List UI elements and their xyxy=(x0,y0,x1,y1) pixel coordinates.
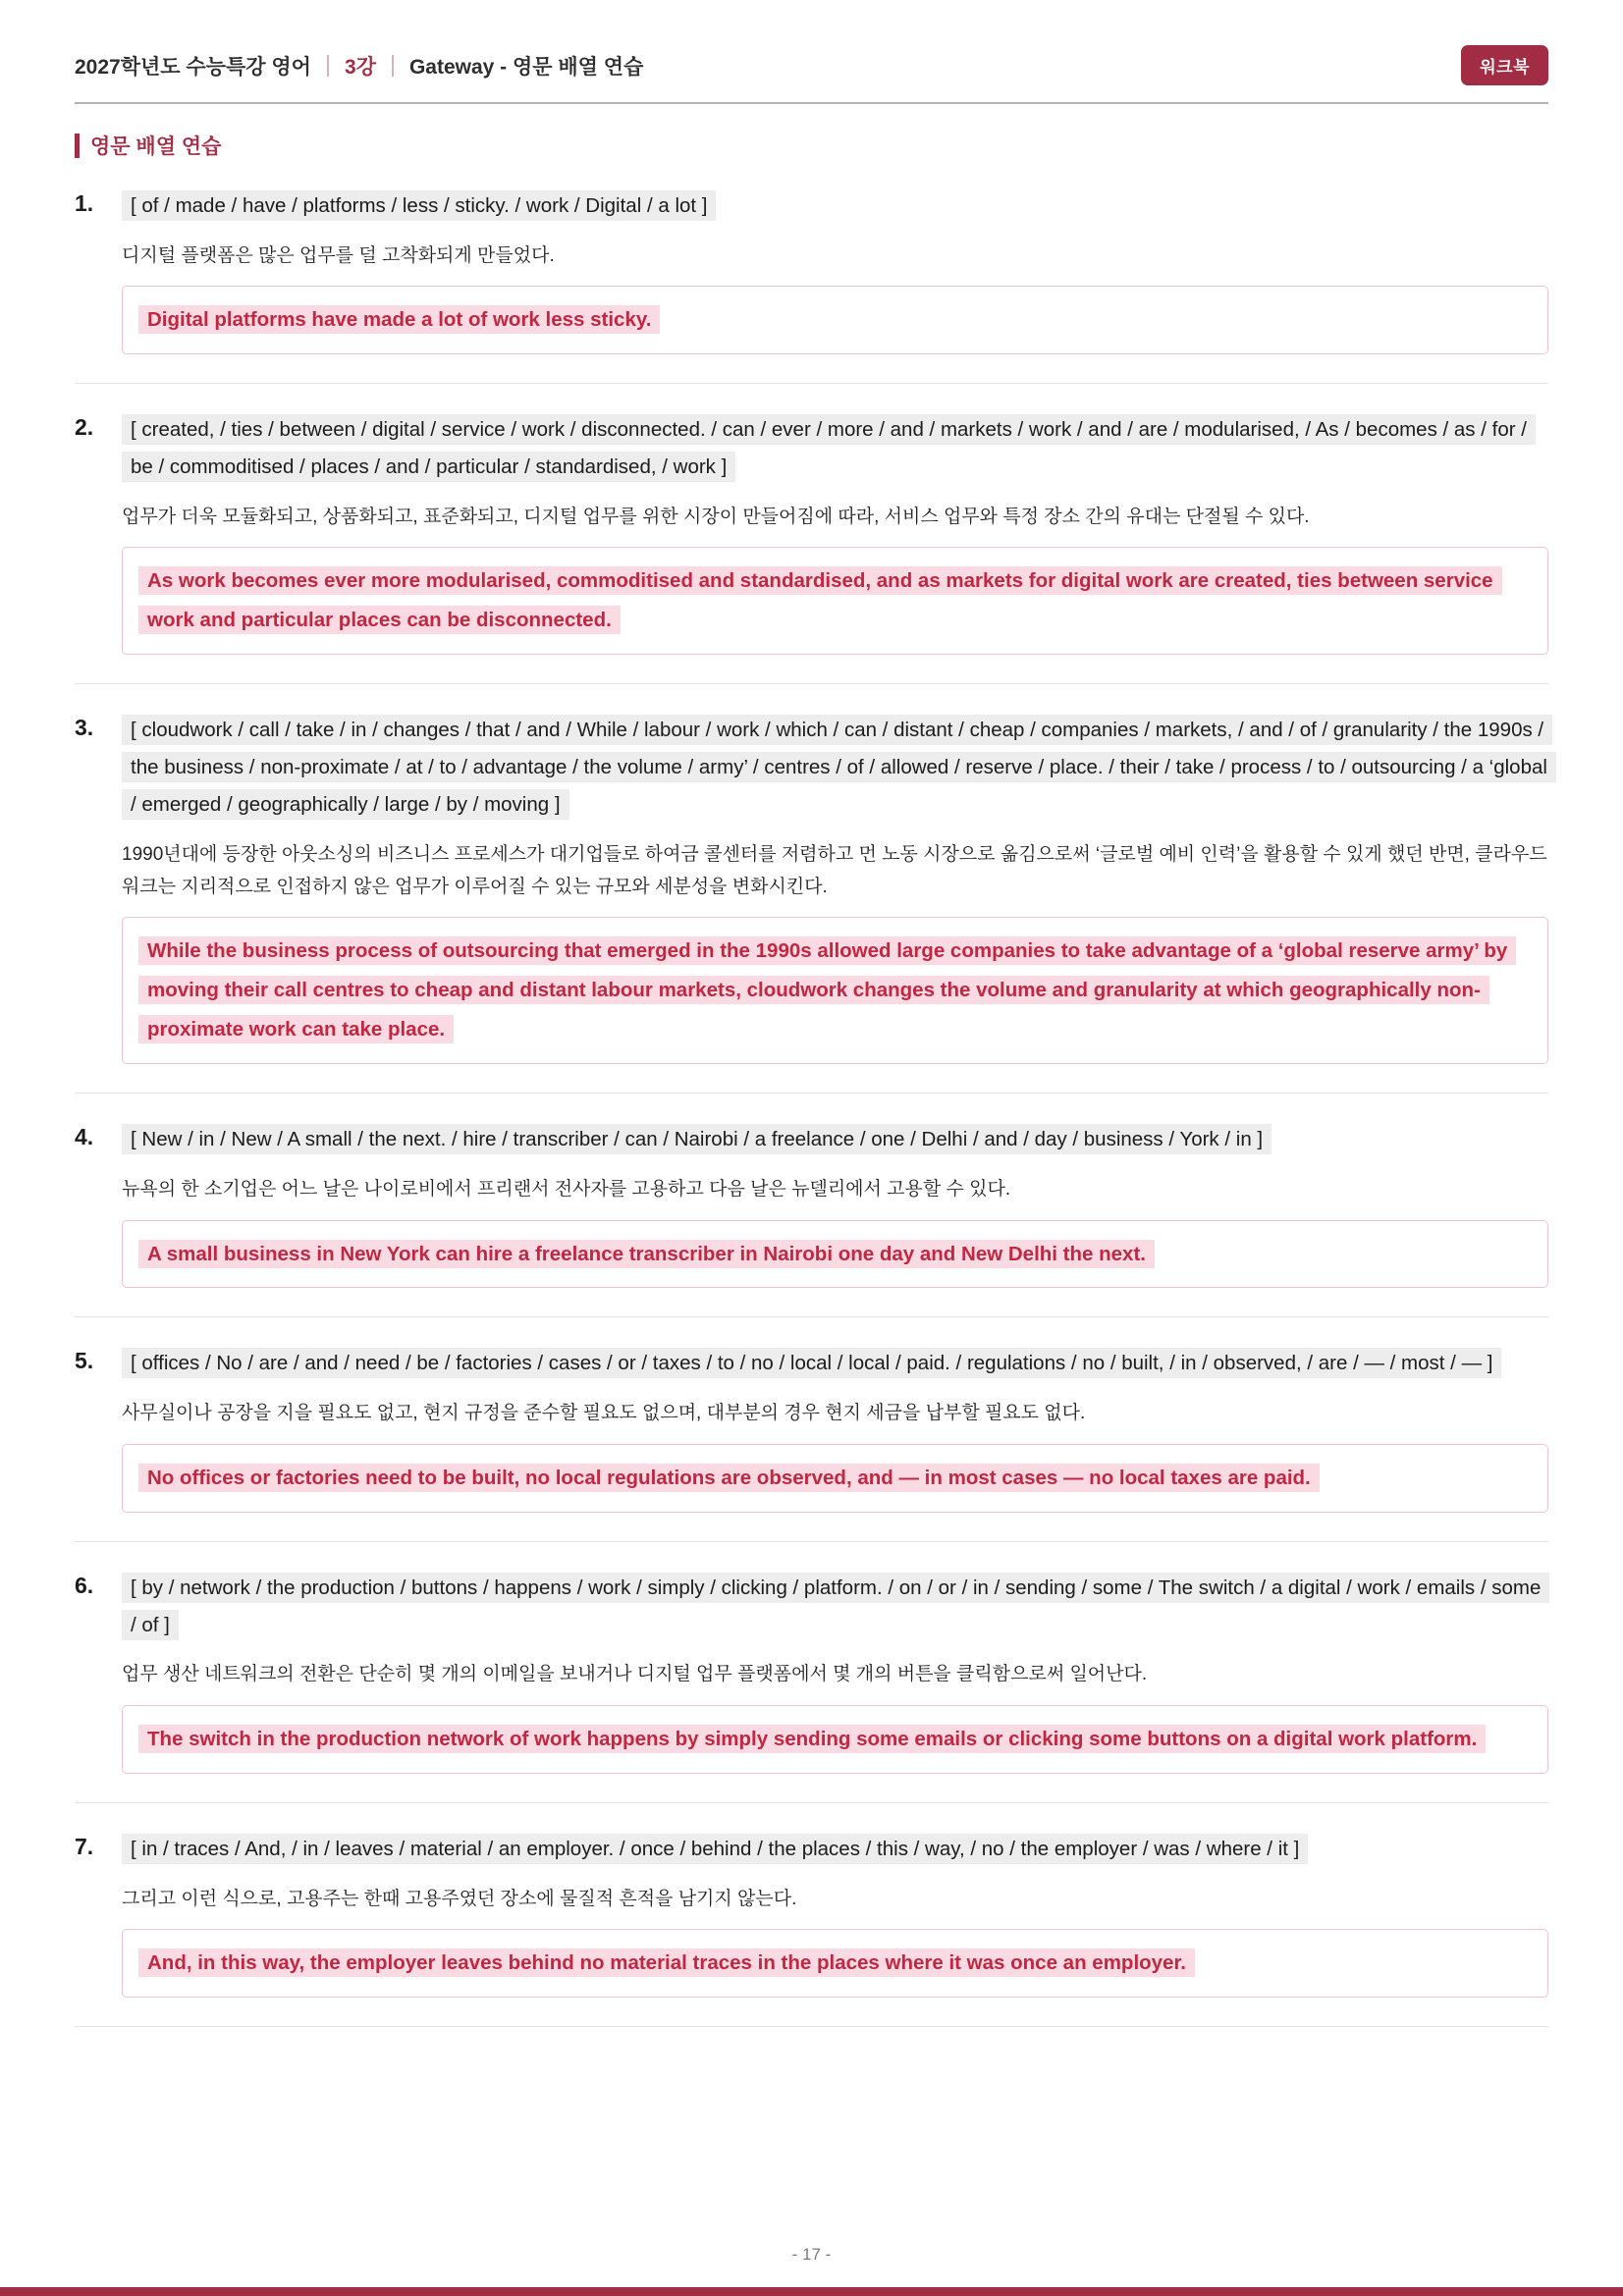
item-divider xyxy=(75,683,1548,684)
item-body xyxy=(122,1831,1548,1998)
answer-box xyxy=(122,1220,1548,1289)
item-number: 4. xyxy=(75,1124,94,1150)
item-body xyxy=(122,411,1548,655)
scrambled-words-text: [ New / in / New / A small / the next. / hire / transcriber / can / Nairobi / a freelance / one / Delhi / and / day / business / York / in ] xyxy=(122,1124,1271,1154)
item-number: 6. xyxy=(75,1572,94,1598)
answer-sentence: As work becomes ever more modularised, commoditised and standardised, and as markets for digital work are created, ties between service work and particular places can be disconnected. xyxy=(138,566,1502,634)
header-divider-icon xyxy=(392,55,394,77)
item-number: 5. xyxy=(75,1348,94,1374)
korean-translation: 업무가 더욱 모듈화되고, 상품화되고, 표준화되고, 디지털 업무를 위한 시장이 만들어짐에 따라, 서비스 업무와 특정 장소 간의 유대는 단절될 수 있다. xyxy=(122,506,1310,527)
answer-sentence: No offices or factories need to be built, no local regulations are observed, and — in most cases — no local taxes are paid. xyxy=(138,1464,1320,1492)
item-number: 3. xyxy=(75,715,94,741)
lecture-number: 3강 xyxy=(344,55,376,79)
scrambled-words xyxy=(122,1831,1548,1868)
header-title-group xyxy=(75,51,643,80)
item-divider xyxy=(75,2026,1548,2027)
header-rule xyxy=(75,102,1548,104)
item-body xyxy=(122,187,1548,354)
exercise-item-3 xyxy=(75,712,1548,1064)
scrambled-words-text: [ created, / ties / between / digital / service / work / disconnected. / can / ever / more / and / markets / work / and / are / modularised, / As / becomes / as / for / be / commoditised / places / and / particular / standardised, / work ] xyxy=(122,414,1536,482)
unit-title: Gateway - 영문 배열 연습 xyxy=(408,55,644,79)
section-title-bar xyxy=(75,133,80,158)
answer-box xyxy=(122,1444,1548,1513)
item-body xyxy=(122,1345,1548,1512)
scrambled-words-text: [ of / made / have / platforms / less / sticky. / work / Digital / a lot ] xyxy=(122,190,716,221)
korean-translation: 디지털 플랫폼은 많은 업무를 덜 고착화되게 만들었다. xyxy=(122,244,555,266)
item-body xyxy=(122,1570,1548,1774)
answer-sentence: A small business in New York can hire a freelance transcriber in Nairobi one day and New Delhi the next. xyxy=(138,1240,1155,1268)
exercise-item-5 xyxy=(75,1345,1548,1512)
answer-box xyxy=(122,917,1548,1064)
page-header xyxy=(75,45,1548,85)
korean-translation: 뉴욕의 한 소기업은 어느 날은 나이로비에서 프리랜서 전사자를 고용하고 다음 날은 뉴델리에서 고용할 수 있다. xyxy=(122,1179,1011,1201)
scrambled-words-text: [ in / traces / And, / in / leaves / material / an employer. / once / behind / the places / this / way, / no / the employer / was / where / it ] xyxy=(122,1834,1308,1864)
section-title-label: 영문 배열 연습 xyxy=(90,135,222,158)
scrambled-words xyxy=(122,411,1548,486)
item-divider xyxy=(75,1316,1548,1317)
scrambled-words xyxy=(122,712,1548,824)
item-number: 2. xyxy=(75,414,94,441)
answer-sentence: And, in this way, the employer leaves behind no material traces in the places where it was once an employer. xyxy=(138,1949,1195,1977)
korean-translation: 업무 생산 네트워크의 전환은 단순히 몇 개의 이메일을 보내거나 디지털 업무 플랫폼에서 몇 개의 버튼을 클릭함으로써 일어난다. xyxy=(122,1664,1148,1685)
korean-translation: 그리고 이런 식으로, 고용주는 한때 고용주였던 장소에 물질적 흔적을 남기지 않는다. xyxy=(122,1888,797,1909)
item-divider xyxy=(75,1541,1548,1542)
answer-sentence: While the business process of outsourcing that emerged in the 1990s allowed large companies to take advantage of a ‘global reserve army’ by moving their call centres to cheap and distant labour markets, cloudwork changes the volume and granularity at which geographically non-proximate work can take place. xyxy=(138,936,1516,1043)
workbook-badge: 워크북 xyxy=(1461,45,1548,85)
exercise-item-2 xyxy=(75,411,1548,655)
item-number: 1. xyxy=(75,190,94,216)
item-divider xyxy=(75,1093,1548,1094)
scrambled-words-text: [ offices / No / are / and / need / be / factories / cases / or / taxes / to / no / local / local / paid. / regulations / no / built, / in / observed, / are / — / most / — ] xyxy=(122,1348,1501,1378)
answer-sentence: Digital platforms have made a lot of work less sticky. xyxy=(138,305,660,334)
scrambled-words-text: [ by / network / the production / buttons / happens / work / simply / clicking / platform. / on / or / in / sending / some / The switch / a digital / work / emails / some / of ] xyxy=(122,1573,1549,1640)
section-title xyxy=(75,131,1548,160)
exercise-item-7 xyxy=(75,1831,1548,1998)
scrambled-words xyxy=(122,187,1548,225)
answer-box xyxy=(122,286,1548,354)
answer-box xyxy=(122,1705,1548,1774)
exercise-item-1 xyxy=(75,187,1548,354)
exercise-item-4 xyxy=(75,1121,1548,1288)
item-body xyxy=(122,712,1548,1064)
header-divider-icon xyxy=(327,55,329,77)
korean-translation: 사무실이나 공장을 지을 필요도 없고, 현지 규정을 준수할 필요도 없으며, 대부분의 경우 현지 세금을 납부할 필요도 없다. xyxy=(122,1403,1086,1424)
scrambled-words-text: [ cloudwork / call / take / in / changes / that / and / While / labour / work / which / can / distant / cheap / companies / markets, / and / of / granularity / the 1990s / the business / non-proximate / at / to / advantage / the volume / army’ / centres / of / allowed / reserve / place. / their / take / process / to / outsourcing / a ‘global / emerged / geographically / large / by / moving ] xyxy=(122,715,1556,820)
answer-box xyxy=(122,1929,1548,1998)
scrambled-words xyxy=(122,1570,1548,1644)
korean-translation: 1990년대에 등장한 아웃소싱의 비즈니스 프로세스가 대기업들로 하여금 콜센터를 저렴하고 먼 노동 시장으로 옮김으로써 ‘글로벌 예비 인력’을 활용할 수 있게 했던 반면, 클라우드워크는 지리적으로 인접하지 않은 업무가 이루어질 수 있는 규모와 세분성을 변화시킨다. xyxy=(122,843,1547,898)
item-body xyxy=(122,1121,1548,1288)
page-number: - 17 - xyxy=(791,2245,832,2264)
scrambled-words xyxy=(122,1345,1548,1382)
bottom-accent-bar xyxy=(0,2287,1623,2296)
item-divider xyxy=(75,383,1548,384)
item-number: 7. xyxy=(75,1833,94,1859)
scrambled-words xyxy=(122,1121,1548,1158)
exercise-item-6 xyxy=(75,1570,1548,1774)
answer-sentence: The switch in the production network of work happens by simply sending some emails or clicking some buttons on a digital work platform. xyxy=(138,1725,1486,1753)
answer-box xyxy=(122,547,1548,655)
item-divider xyxy=(75,1802,1548,1803)
course-title: 2027학년도 수능특강 영어 xyxy=(75,55,311,79)
